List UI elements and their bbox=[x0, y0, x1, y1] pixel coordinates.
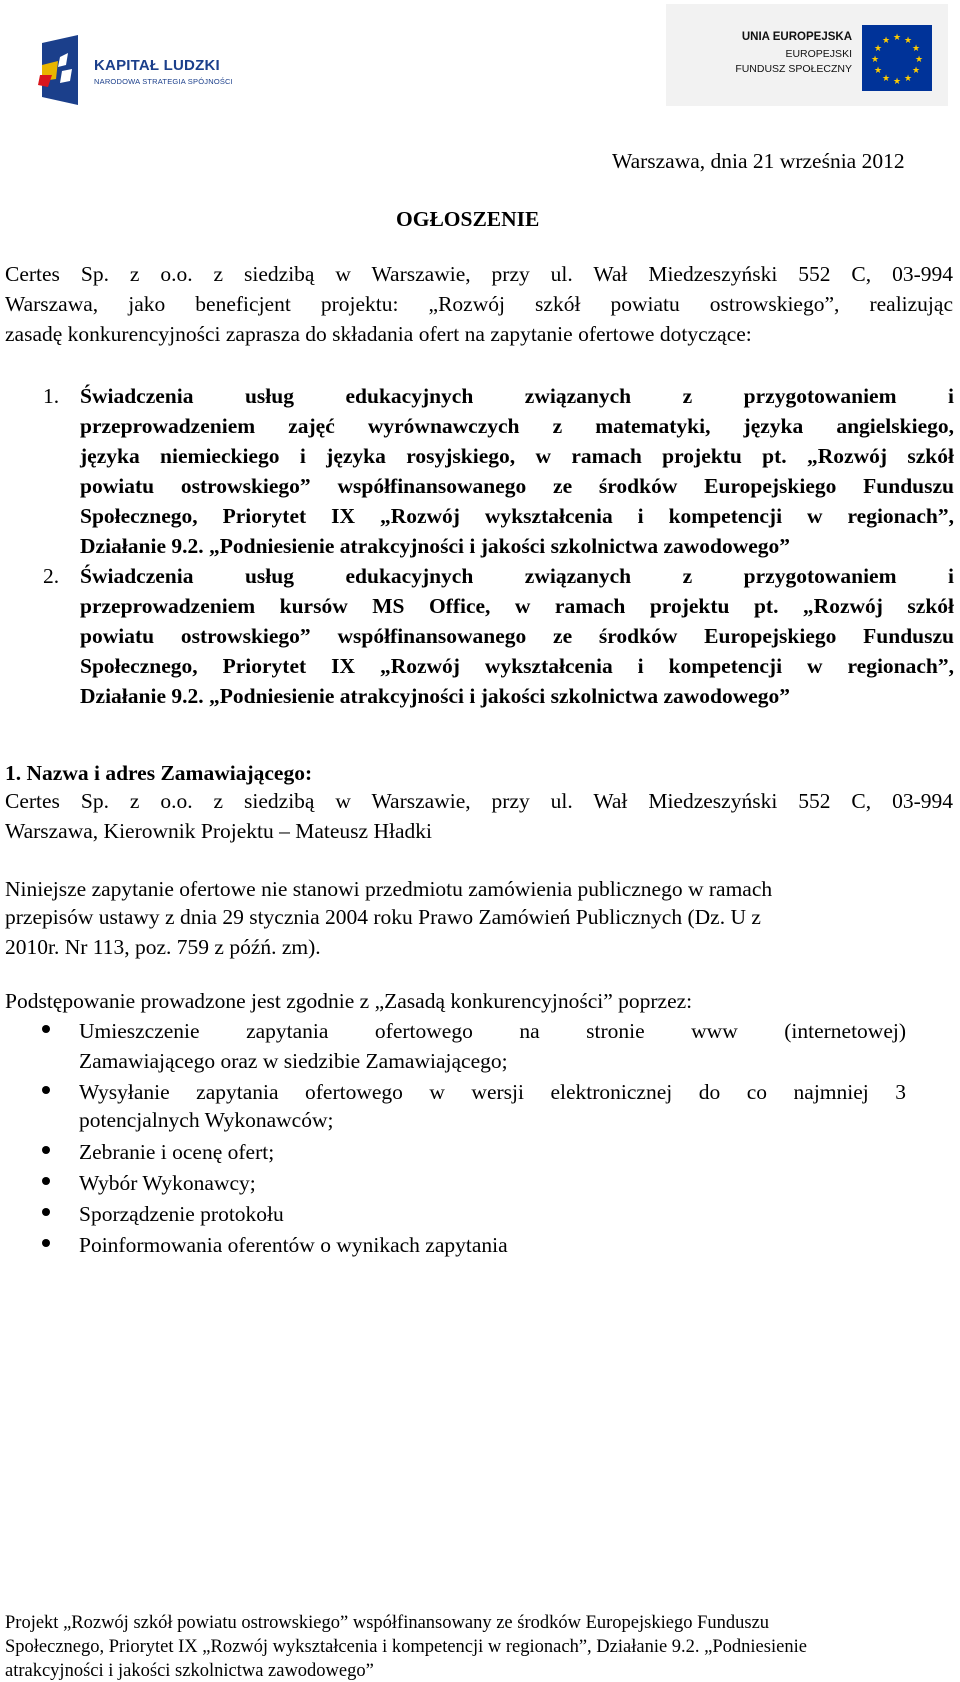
svg-text:★: ★ bbox=[881, 36, 891, 46]
service-line: Świadczenia usług edukacyjnych związanych z przygotowaniem i bbox=[80, 564, 954, 588]
bullet-icon bbox=[42, 1146, 50, 1154]
eu-logo bbox=[666, 4, 948, 106]
bullet-icon bbox=[42, 1025, 50, 1033]
svg-text:★: ★ bbox=[914, 55, 924, 65]
bullet-item: Poinformowania oferentów o wynikach zapytania bbox=[79, 1233, 508, 1257]
svg-text:★: ★ bbox=[903, 74, 913, 84]
svg-text:★: ★ bbox=[911, 66, 921, 76]
footer-line: Społecznego, Priorytet IX „Rozwój wykształcenia i kompetencji w regionach”, Działanie 9.2. „Podniesienie bbox=[5, 1637, 807, 1657]
service-line: Społecznego, Priorytet IX „Rozwój wykształcenia i kompetencji w regionach”, bbox=[80, 504, 954, 528]
bullet-item: Zebranie i ocenę ofert; bbox=[79, 1140, 275, 1164]
bullet-item: Umieszczenie zapytania ofertowego na stronie www (internetowej) bbox=[79, 1019, 906, 1043]
svg-text:★: ★ bbox=[881, 74, 891, 84]
bullet-item-continued: Zamawiającego oraz w siedzibie Zamawiającego; bbox=[79, 1049, 508, 1073]
svg-text:★: ★ bbox=[892, 77, 902, 87]
service-number: 2. bbox=[43, 564, 60, 588]
service-line: powiatu ostrowskiego” współfinansowanego ze środków Europejskiego Funduszu bbox=[80, 474, 954, 498]
notice-line: 2010r. Nr 113, poz. 759 z późń. zm). bbox=[5, 935, 321, 959]
bullet-icon bbox=[42, 1208, 50, 1216]
service-line: Świadczenia usług edukacyjnych związanych z przygotowaniem i bbox=[80, 384, 954, 408]
intro-line: Certes Sp. z o.o. z siedzibą w Warszawie, przy ul. Wał Miedzeszyński 552 C, 03-994 bbox=[5, 262, 953, 286]
kapital-ludzki-title: KAPITAŁ LUDZKI bbox=[94, 57, 220, 74]
kapital-ludzki-emblem-icon bbox=[38, 35, 82, 105]
svg-text:★: ★ bbox=[873, 66, 883, 76]
bullet-item-continued: potencjalnych Wykonawców; bbox=[79, 1108, 334, 1132]
bullet-item: Wysyłanie zapytania ofertowego w wersji elektronicznej do co najmniej 3 bbox=[79, 1080, 906, 1104]
address-line: Certes Sp. z o.o. z siedzibą w Warszawie, przy ul. Wał Miedzeszyński 552 C, 03-994 bbox=[5, 789, 953, 813]
eu-logo-line2: EUROPEJSKI bbox=[785, 48, 852, 60]
service-line: Działanie 9.2. „Podniesienie atrakcyjności i jakości szkolnictwa zawodowego” bbox=[80, 534, 791, 558]
kapital-ludzki-logo bbox=[38, 35, 253, 107]
notice-line: przepisów ustawy z dnia 29 stycznia 2004 roku Prawo Zamówień Publicznych (Dz. U z bbox=[5, 905, 761, 929]
document-date: Warszawa, dnia 21 września 2012 bbox=[612, 149, 905, 173]
kapital-ludzki-subtitle: NARODOWA STRATEGIA SPÓJNOŚCI bbox=[94, 77, 233, 86]
svg-text:★: ★ bbox=[911, 44, 921, 54]
section-heading: 1. Nazwa i adres Zamawiającego: bbox=[5, 761, 313, 785]
bullet-icon bbox=[42, 1177, 50, 1185]
svg-text:★: ★ bbox=[892, 33, 902, 43]
procedure-intro: Podstępowanie prowadzone jest zgodnie z „Zasadą konkurencyjności” poprzez: bbox=[5, 989, 693, 1013]
eu-logo-line1: UNIA EUROPEJSKA bbox=[741, 31, 852, 43]
footer-line: atrakcyjności i jakości szkolnictwa zawodowego” bbox=[5, 1661, 374, 1681]
bullet-icon bbox=[42, 1086, 50, 1094]
intro-line: Warszawa, jako beneficjent projektu: „Rozwój szkół powiatu ostrowskiego”, realizując bbox=[5, 292, 953, 316]
svg-text:★: ★ bbox=[873, 44, 883, 54]
bullet-item: Wybór Wykonawcy; bbox=[79, 1171, 256, 1195]
bullet-icon bbox=[42, 1239, 50, 1247]
eu-flag-icon bbox=[862, 25, 932, 91]
address-line: Warszawa, Kierownik Projektu – Mateusz Hładki bbox=[5, 819, 432, 843]
intro-line: zasadę konkurencyjności zaprasza do składania ofert na zapytanie ofertowe dotyczące: bbox=[5, 322, 752, 346]
eu-logo-line3: FUNDUSZ SPOŁECZNY bbox=[735, 63, 852, 75]
service-number: 1. bbox=[43, 384, 60, 408]
svg-text:★: ★ bbox=[870, 55, 880, 65]
bullet-item: Sporządzenie protokołu bbox=[79, 1202, 284, 1226]
notice-line: Niniejsze zapytanie ofertowe nie stanowi przedmiotu zamówienia publicznego w ramach bbox=[5, 877, 773, 901]
service-line: Działanie 9.2. „Podniesienie atrakcyjności i jakości szkolnictwa zawodowego” bbox=[80, 684, 791, 708]
service-line: przeprowadzeniem zajęć wyrównawczych z matematyki, języka angielskiego, bbox=[80, 414, 954, 438]
footer-line: Projekt „Rozwój szkół powiatu ostrowskiego” współfinansowany ze środków Europejskiego Funduszu bbox=[5, 1613, 770, 1633]
svg-text:★: ★ bbox=[903, 36, 913, 46]
document-title: OGŁOSZENIE bbox=[396, 207, 540, 231]
service-line: języka niemieckiego i języka rosyjskiego, w ramach projektu pt. „Rozwój szkół bbox=[80, 444, 954, 468]
service-line: Społecznego, Priorytet IX „Rozwój wykształcenia i kompetencji w regionach”, bbox=[80, 654, 954, 678]
service-line: przeprowadzeniem kursów MS Office, w ramach projektu pt. „Rozwój szkół bbox=[80, 594, 954, 618]
service-line: powiatu ostrowskiego” współfinansowanego ze środków Europejskiego Funduszu bbox=[80, 624, 954, 648]
